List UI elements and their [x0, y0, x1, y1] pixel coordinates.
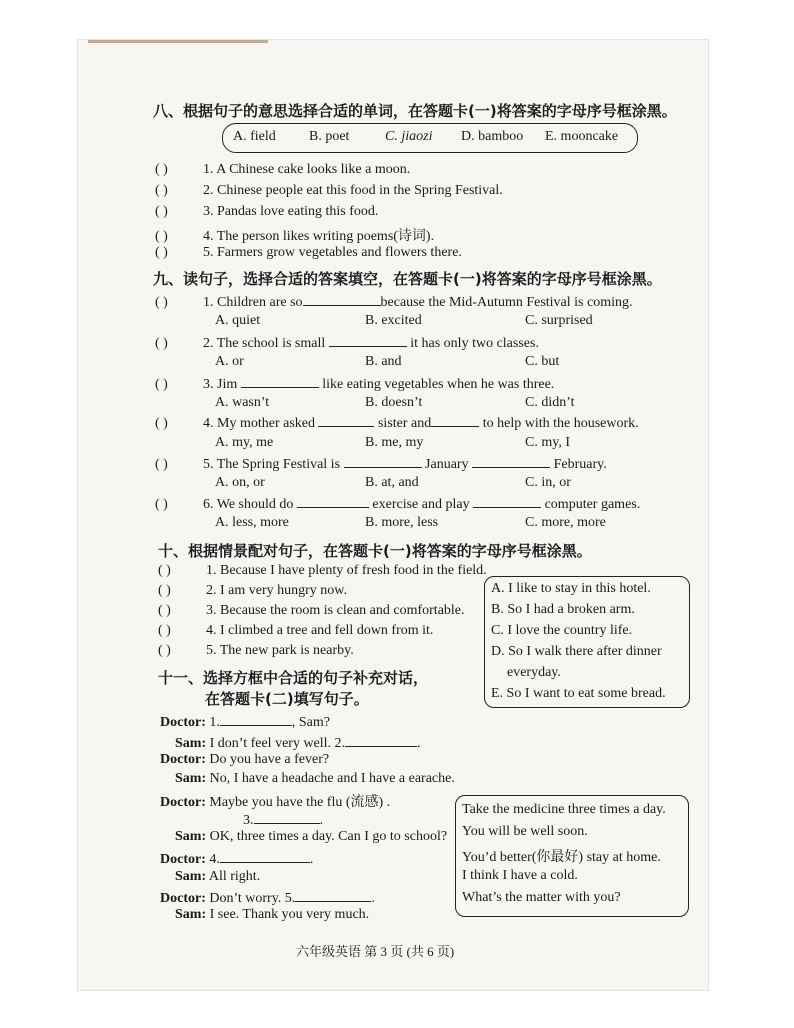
match-option: D. So I walk there after dinner: [491, 644, 662, 659]
option-c: C. more, more: [525, 515, 606, 530]
section-8-heading: 八、根据句子的意思选择合适的单词，在答题卡(一)将答案的字母序号框涂黑。: [153, 102, 677, 120]
s8-question-2: ( ) 2. Chinese people eat this food in the Spring Festival.: [155, 183, 503, 198]
s10-question-3: ( ) 3. Because the room is clean and comfortable.: [158, 603, 465, 618]
section-11-heading-line2: 在答题卡(二)填写句子。: [205, 690, 369, 708]
dialog-option: Take the medicine three times a day.: [462, 802, 666, 817]
dialog-line-11: Sam: I see. Thank you very much.: [175, 907, 370, 922]
s10-question-5: ( ) 5. The new park is nearby.: [158, 643, 354, 658]
match-option: C. I love the country life.: [491, 623, 633, 638]
option-a: A. or: [215, 354, 244, 369]
word-bank-box: [222, 123, 638, 153]
s10-question-4: ( ) 4. I climbed a tree and fell down from it.: [158, 623, 434, 638]
option-c: C. but: [525, 354, 560, 369]
option-c: C. didn’t: [525, 395, 575, 410]
dialog-line-6: 3. .: [243, 810, 323, 829]
dialog-line-10: Doctor: Don’t worry. 5. .: [160, 888, 375, 907]
option-b: B. me, my: [365, 435, 424, 450]
option-a: A. quiet: [215, 313, 261, 328]
option-b: B. excited: [365, 313, 422, 328]
dialog-line-3: Doctor: Do you have a fever?: [160, 752, 330, 767]
section-10-heading: 十、根据情景配对句子，在答题卡(一)将答案的字母序号框涂黑。: [158, 542, 592, 560]
s9-question-5: ( ) 5. The Spring Festival is January February.: [155, 454, 607, 473]
option-a: A. wasn’t: [215, 395, 270, 410]
dialog-option: You will be well soon.: [462, 824, 588, 839]
word-option: A. field: [233, 129, 276, 144]
dialog-line-4: Sam: No, I have a headache and I have a earache.: [175, 771, 455, 786]
word-option: D. bamboo: [461, 129, 524, 144]
option-b: B. more, less: [365, 515, 439, 530]
s10-question-2: ( ) 2. I am very hungry now.: [158, 583, 348, 598]
dialog-option: What’s the matter with you?: [462, 890, 621, 905]
s9-question-6: ( ) 6. We should do exercise and play computer games.: [155, 494, 640, 513]
page-edge-line: [88, 40, 268, 43]
dialog-option: You’d better(你最好) stay at home.: [462, 850, 661, 865]
s8-question-5: ( ) 5. Farmers grow vegetables and flowers there.: [155, 245, 462, 260]
dialog-line-9: Sam: All right.: [175, 869, 261, 884]
match-option: E. So I want to eat some bread.: [491, 686, 666, 701]
option-c: C. surprised: [525, 313, 593, 328]
option-a: A. my, me: [215, 435, 274, 450]
option-b: B. and: [365, 354, 402, 369]
dialog-line-7: Sam: OK, three times a day. Can I go to school?: [175, 829, 448, 844]
match-options-box: [484, 576, 690, 708]
dialog-line-1: Doctor: 1. , Sam?: [160, 712, 330, 731]
s9-question-4: ( ) 4. My mother asked sister and to help with the housework.: [155, 413, 639, 432]
word-option: E. mooncake: [545, 129, 619, 144]
dialog-line-2: Sam: I don’t feel very well. 2. .: [175, 733, 421, 752]
dialog-option: I think I have a cold.: [462, 868, 578, 883]
s8-question-4: ( ) 4. The person likes writing poems(诗词).: [155, 229, 435, 244]
dialog-line-5: Doctor: Maybe you have the flu (流感) .: [160, 795, 391, 810]
option-b: B. doesn’t: [365, 395, 423, 410]
option-b: B. at, and: [365, 475, 419, 490]
s10-question-1: ( ) 1. Because I have plenty of fresh food in the field.: [158, 563, 487, 578]
s9-question-2: ( ) 2. The school is small it has only two classes.: [155, 333, 539, 352]
page-footer: 六年级英语 第 3 页 (共 6 页): [296, 944, 455, 959]
s8-question-3: ( ) 3. Pandas love eating this food.: [155, 204, 379, 219]
section-11-heading: 十一、选择方框中合适的句子补充对话，: [158, 669, 429, 687]
section-9-heading: 九、读句子，选择合适的答案填空，在答题卡(一)将答案的字母序号框涂黑。: [153, 270, 662, 288]
option-a: A. less, more: [215, 515, 289, 530]
s8-question-1: ( ) 1. A Chinese cake looks like a moon.: [155, 162, 411, 177]
dialog-line-8: Doctor: 4. .: [160, 849, 313, 868]
option-a: A. on, or: [215, 475, 265, 490]
option-c: C. in, or: [525, 475, 571, 490]
dialog-options-box: [455, 795, 689, 917]
match-option-continuation: everyday.: [507, 665, 561, 680]
word-option: B. poet: [309, 129, 350, 144]
word-option: C. jiaozi: [385, 129, 433, 144]
s9-question-3: ( ) 3. Jim like eating vegetables when he was three.: [155, 374, 554, 393]
s9-question-1: ( ) 1. Children are so because the Mid-Autumn Festival is coming.: [155, 292, 633, 311]
match-option: A. I like to stay in this hotel.: [491, 581, 651, 596]
match-option: B. So I had a broken arm.: [491, 602, 635, 617]
option-c: C. my, I: [525, 435, 570, 450]
